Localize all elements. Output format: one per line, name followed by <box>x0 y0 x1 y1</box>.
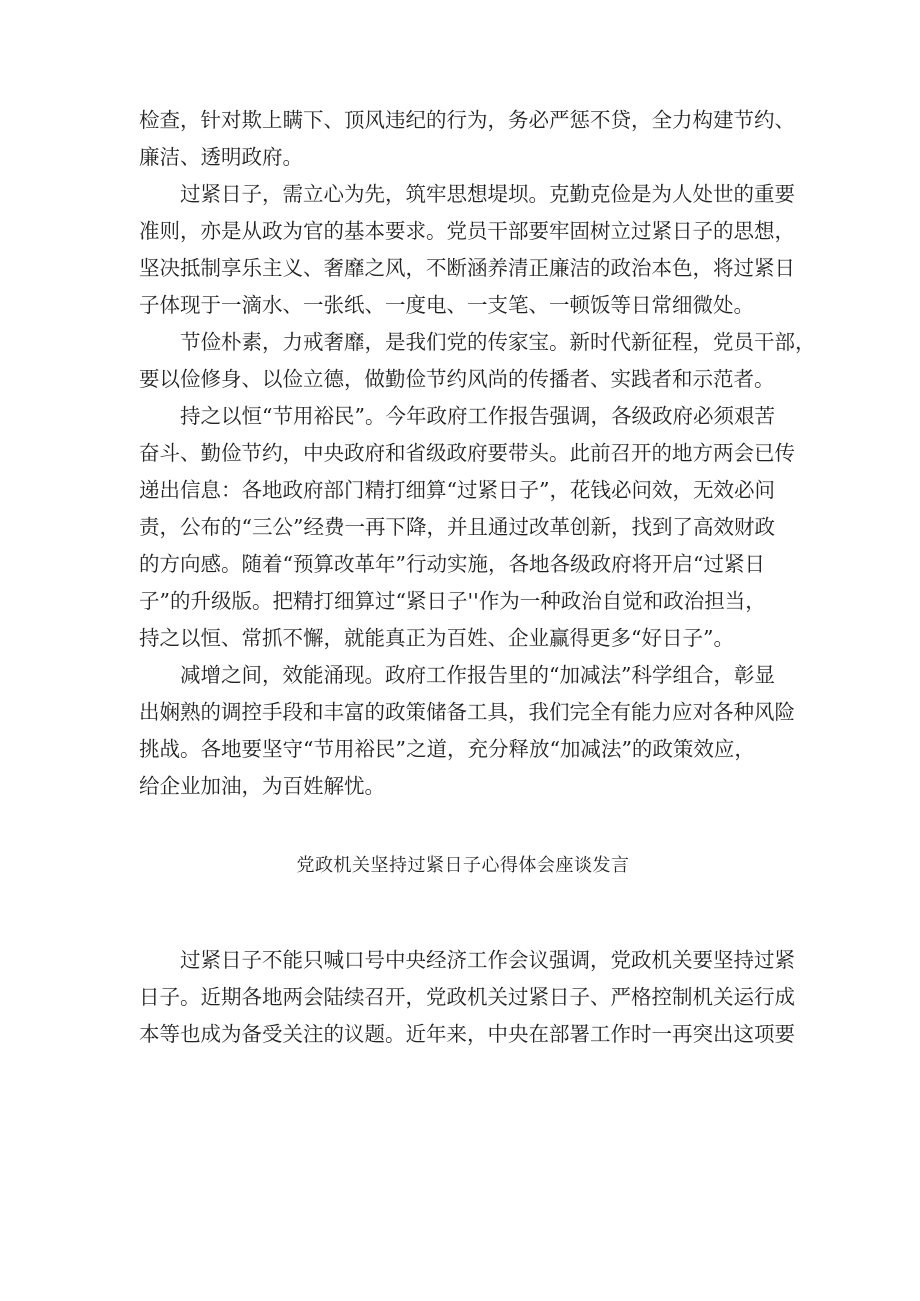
paragraph-line: 递出信息：各地政府部门精打细算“过紧日子”，花钱必问效，无效必问 <box>139 478 775 502</box>
paragraph-line: 出娴熟的调控手段和丰富的政策储备工具，我们完全有能力应对各种风险 <box>139 700 795 724</box>
paragraph-line: 廉洁、透明政府。 <box>139 145 303 169</box>
paragraph-line: 要以俭修身、以俭立德，做勤俭节约风尚的传播者、实践者和示范者。 <box>139 367 775 391</box>
document-body <box>139 102 816 1053</box>
paragraph-line: 节俭朴素，力戒奢靡，是我们党的传家宝。新时代新征程，党员干部， <box>180 330 816 354</box>
paragraph-3 <box>139 324 816 398</box>
section-title: 党政机关坚持过紧日子心得体会座谈发言 <box>296 855 630 876</box>
paragraph-line: 奋斗、勤俭节约，中央政府和省级政府要带头。此前召开的地方两会已传 <box>139 441 795 465</box>
paragraph-line: 坚决抵制享乐主义、奢靡之风，不断涵养清正廉洁的政治本色，将过紧日 <box>139 256 795 280</box>
paragraph-1 <box>139 102 795 176</box>
paragraph-line: 准则，亦是从政为官的基本要求。党员干部要牢固树立过紧日子的思想， <box>139 219 795 243</box>
paragraph-line: 检查，针对欺上瞒下、顶风违纪的行为，务必严惩不贷，全力构建节约、 <box>139 108 795 132</box>
paragraph-line: 过紧日子，需立心为先，筑牢思想堤坝。克勤克俭是为人处世的重要 <box>180 182 795 206</box>
paragraph-line: 持之以恒、常抓不懈，就能真正为百姓、企业赢得更多“好日子”。 <box>139 626 734 650</box>
paragraph-line: 子体现于一滴水、一张纸、一度电、一支笔、一顿饭等日常细微处。 <box>139 293 754 317</box>
paragraph-line: 日子。近期各地两会陆续召开，党政机关过紧日子、严格控制机关运行成 <box>139 985 795 1009</box>
paragraph-2 <box>139 176 795 324</box>
paragraph-line: 本等也成为备受关注的议题。近年来，中央在部署工作时一再突出这项要 <box>139 1022 795 1046</box>
paragraph-line: 责，公布的“三公”经费一再下降，并且通过改革创新，找到了高效财政 <box>139 515 775 539</box>
paragraph-line: 持之以恒“节用裕民”。今年政府工作报告强调，各级政府必须艰苦 <box>180 404 775 428</box>
paragraph-line: 子”的升级版。把精打细算过“紧日子''作为一种政治自觉和政治担当， <box>139 589 766 613</box>
paragraph-4 <box>139 398 795 657</box>
paragraph-line: 给企业加油，为百姓解忧。 <box>139 774 385 798</box>
paragraph-line: 过紧日子不能只喊口号中央经济工作会议强调，党政机关要坚持过紧 <box>180 948 795 972</box>
paragraph-line: 减增之间，效能涌现。政府工作报告里的“加减法”科学组合，彰显 <box>180 663 775 687</box>
paragraph-6 <box>139 942 795 1053</box>
paragraph-line: 挑战。各地要坚守“节用裕民”之道，充分释放“加减法”的政策效应， <box>139 737 755 761</box>
paragraph-5 <box>139 657 795 805</box>
paragraph-line: 的方向感。随着“预算改革年”行动实施，各地各级政府将开启“过紧日 <box>139 552 765 576</box>
